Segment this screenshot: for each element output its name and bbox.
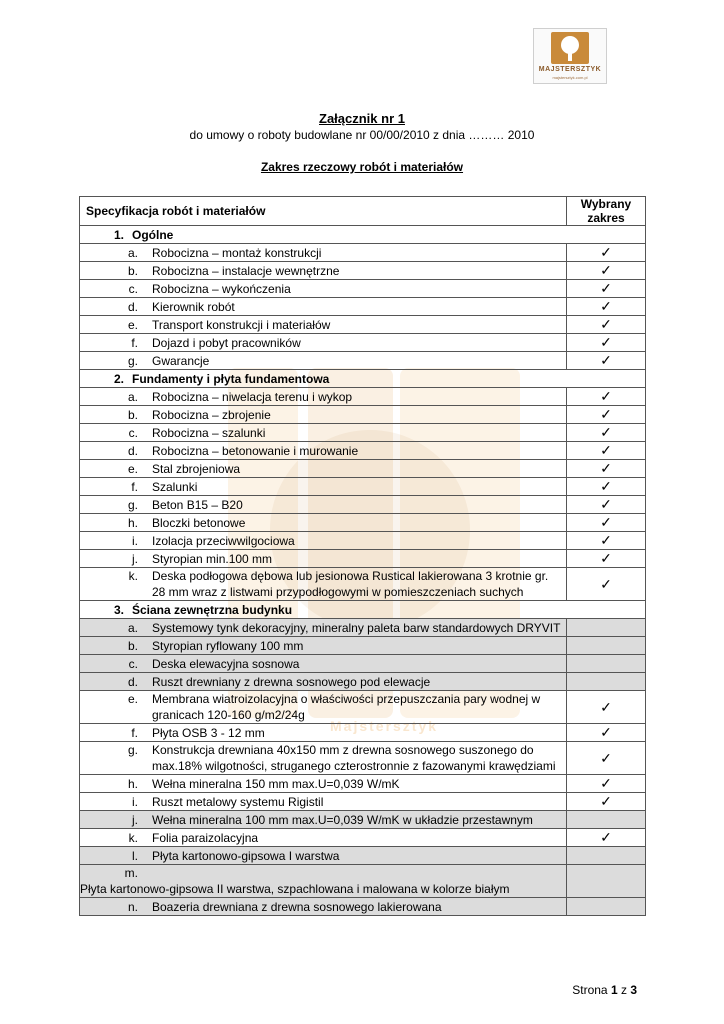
item-letter: i. (132, 794, 138, 809)
checkmark-icon: ✓ (600, 775, 612, 791)
selected-cell (567, 829, 646, 847)
item-text: Systemowy tynk dekoracyjny, mineralny paleta barw standardowych DRYVIT (152, 620, 561, 635)
item-cell (80, 811, 567, 829)
item-text: Ruszt drewniany z drewna sosnowego pod elewacje (152, 674, 431, 689)
item-text: Robocizna – instalacje wewnętrzne (152, 263, 340, 278)
item-text: Transport konstrukcji i materiałów (152, 317, 331, 332)
company-logo (533, 28, 607, 84)
item-letter: i. (132, 533, 138, 548)
item-text: Płyta kartonowo-gipsowa II warstwa, szpachlowana i malowana w kolorze białym (80, 882, 510, 896)
checkmark-icon: ✓ (600, 532, 612, 548)
item-letter: d. (127, 299, 138, 314)
table-row (80, 898, 646, 916)
section-cell (80, 370, 646, 388)
item-cell (80, 829, 567, 847)
table-row (80, 691, 646, 724)
item-text: Izolacja przeciwwilgociowa (152, 533, 295, 548)
checkmark-icon: ✓ (600, 478, 612, 494)
table-row (80, 334, 646, 352)
item-cell (80, 724, 567, 742)
item-text: Dojazd i pobyt pracowników (152, 335, 301, 350)
selected-cell (567, 424, 646, 442)
col-header-specification: Specyfikacja robót i materiałów (80, 197, 567, 226)
checkmark-icon: ✓ (600, 262, 612, 278)
item-text: Gwarancje (152, 353, 210, 368)
checkmark-icon: ✓ (600, 388, 612, 404)
item-letter: g. (127, 743, 138, 757)
item-letter: a. (127, 245, 138, 260)
selected-cell (567, 742, 646, 775)
table-row (80, 316, 646, 334)
item-text: Beton B15 – B20 (152, 497, 243, 512)
item-text: Robocizna – betonowanie i murowanie (152, 443, 359, 458)
col-header-selected (567, 197, 646, 226)
item-text: Robocizna – montaż konstrukcji (152, 245, 322, 260)
item-cell (80, 424, 567, 442)
selected-cell (567, 478, 646, 496)
section-title: Ogólne (132, 227, 174, 242)
item-cell (80, 865, 567, 898)
item-letter: g. (127, 353, 138, 368)
item-letter: f. (131, 725, 138, 740)
item-letter: c. (128, 656, 138, 671)
item-letter: a. (127, 620, 138, 635)
item-cell (80, 388, 567, 406)
checkmark-icon: ✓ (600, 793, 612, 809)
section-title: Fundamenty i płyta fundamentowa (132, 371, 330, 386)
watermark-text: Majstersztyk (330, 718, 439, 734)
selected-cell (567, 316, 646, 334)
item-text: Płyta OSB 3 - 12 mm (152, 725, 265, 740)
item-text: Styropian ryflowany 100 mm (152, 638, 304, 653)
item-cell (80, 316, 567, 334)
selected-cell (567, 406, 646, 424)
checkmark-icon: ✓ (600, 575, 612, 592)
section-title: Ściana zewnętrzna budynku (132, 602, 293, 617)
table-row (80, 514, 646, 532)
item-cell (80, 496, 567, 514)
footer-current-page: 1 (610, 983, 618, 997)
item-text: Robocizna – wykończenia (152, 281, 291, 296)
table-row (80, 550, 646, 568)
table-row (80, 865, 646, 898)
selected-cell (567, 298, 646, 316)
item-text: Bloczki betonowe (152, 515, 246, 530)
item-letter: h. (127, 515, 138, 530)
item-cell (80, 280, 567, 298)
item-text: Stal zbrojeniowa (152, 461, 241, 476)
logo-subtitle: majstersztyk.com.pl (552, 75, 588, 80)
selected-cell (567, 691, 646, 724)
table-row (80, 742, 646, 775)
table-header-row (80, 197, 646, 226)
item-text: Styropian min.100 mm (152, 551, 273, 566)
selected-cell (567, 865, 646, 898)
selected-cell (567, 532, 646, 550)
table-row (80, 388, 646, 406)
table-row (80, 829, 646, 847)
logo-name: MAJSTERSZTYK (538, 66, 602, 73)
item-letter: l. (132, 848, 138, 863)
item-letter: d. (127, 443, 138, 458)
checkmark-icon: ✓ (600, 460, 612, 476)
item-cell (80, 460, 567, 478)
item-text: Boazeria drewniana z drewna sosnowego lakierowana (152, 899, 442, 914)
selected-cell (567, 460, 646, 478)
specification-table (79, 196, 646, 916)
selected-cell (567, 262, 646, 280)
table-row (80, 724, 646, 742)
table-row (80, 298, 646, 316)
section-number: 2. (113, 371, 124, 386)
item-letter: n. (127, 899, 138, 914)
item-cell (80, 334, 567, 352)
selected-cell (567, 514, 646, 532)
section-row (80, 370, 646, 388)
selected-cell (567, 673, 646, 691)
section-number: 1. (113, 227, 124, 242)
item-letter: k. (128, 830, 138, 845)
item-letter: j. (132, 551, 138, 566)
item-letter: e. (127, 317, 138, 332)
selected-cell (567, 550, 646, 568)
selected-cell (567, 724, 646, 742)
item-cell (80, 898, 567, 916)
item-cell (80, 619, 567, 637)
item-text: Szalunki (152, 479, 198, 494)
checkmark-icon: ✓ (600, 442, 612, 458)
item-cell (80, 478, 567, 496)
checkmark-icon: ✓ (600, 316, 612, 332)
table-row (80, 847, 646, 865)
table-row (80, 244, 646, 262)
table-row (80, 478, 646, 496)
item-cell (80, 352, 567, 370)
table-row (80, 655, 646, 673)
section-heading: Zakres rzeczowy robót i materiałów (260, 160, 464, 174)
checkmark-icon: ✓ (600, 280, 612, 296)
selected-cell (567, 898, 646, 916)
item-text: Płyta kartonowo-gipsowa I warstwa (152, 848, 340, 863)
selected-cell (567, 775, 646, 793)
table-row (80, 424, 646, 442)
item-cell (80, 442, 567, 460)
col-header-selected-line2: zakres (587, 211, 625, 225)
item-cell (80, 673, 567, 691)
col-header-selected-line1: Wybrany (580, 197, 632, 211)
selected-cell (567, 280, 646, 298)
item-text: Robocizna – szalunki (152, 425, 266, 440)
item-cell (80, 262, 567, 280)
item-cell (80, 637, 567, 655)
selected-cell (567, 811, 646, 829)
item-cell (80, 298, 567, 316)
selected-cell (567, 847, 646, 865)
checkmark-icon: ✓ (600, 749, 612, 766)
item-text: Membrana wiatroizolacyjna o właściwości przepuszczania pary wodnej w granicach 120-160 g/m2/24g (152, 692, 541, 722)
item-cell (80, 532, 567, 550)
section-number: 3. (113, 602, 124, 617)
table-row (80, 352, 646, 370)
selected-cell (567, 388, 646, 406)
page-footer (572, 983, 637, 997)
selected-cell (567, 496, 646, 514)
section-row (80, 601, 646, 619)
section-cell (80, 601, 646, 619)
selected-cell (567, 568, 646, 601)
item-cell (80, 244, 567, 262)
item-cell (80, 514, 567, 532)
item-letter: e. (127, 692, 138, 706)
item-cell (80, 691, 567, 724)
table-row (80, 442, 646, 460)
selected-cell (567, 244, 646, 262)
item-text: Wełna mineralna 150 mm max.U=0,039 W/mK (152, 776, 400, 791)
item-cell (80, 406, 567, 424)
item-letter: m. (124, 866, 138, 880)
item-letter: g. (127, 497, 138, 512)
item-text: Deska podłogowa dębowa lub jesionowa Rustical lakierowana 3 krotnie gr. 28 mm wraz z listwami przypodłogowymi w pomieszczeniach suchych (152, 569, 549, 599)
item-text: Folia paraizolacyjna (152, 830, 259, 845)
document-title: Załącznik nr 1 (319, 111, 405, 126)
item-cell (80, 655, 567, 673)
table-row (80, 673, 646, 691)
selected-cell (567, 655, 646, 673)
selected-cell (567, 334, 646, 352)
table-row (80, 775, 646, 793)
checkmark-icon: ✓ (600, 496, 612, 512)
item-text: Konstrukcja drewniana 40x150 mm z drewna sosnowego suszonego do max.18% wilgotności, struganego czterostronnie z fazowanymi krawędziami (152, 743, 556, 773)
table-row (80, 637, 646, 655)
checkmark-icon: ✓ (600, 550, 612, 566)
item-letter: b. (127, 407, 138, 422)
item-letter: b. (127, 638, 138, 653)
table-row (80, 496, 646, 514)
table-row (80, 811, 646, 829)
item-letter: k. (128, 569, 138, 583)
item-cell (80, 793, 567, 811)
logo-icon (551, 32, 589, 64)
checkmark-icon: ✓ (600, 514, 612, 530)
footer-total-pages: 3 (630, 983, 637, 997)
selected-cell (567, 637, 646, 655)
item-letter: d. (127, 674, 138, 689)
selected-cell (567, 793, 646, 811)
item-cell (80, 550, 567, 568)
item-text: Robocizna – niwelacja terenu i wykop (152, 389, 353, 404)
table-row (80, 460, 646, 478)
section-cell (80, 226, 646, 244)
checkmark-icon: ✓ (600, 829, 612, 845)
item-cell (80, 568, 567, 601)
selected-cell (567, 619, 646, 637)
table-row (80, 619, 646, 637)
table-row (80, 280, 646, 298)
checkmark-icon: ✓ (600, 352, 612, 368)
table-row (80, 406, 646, 424)
table-row (80, 793, 646, 811)
selected-cell (567, 442, 646, 460)
footer-prefix: Strona (572, 983, 608, 997)
checkmark-icon: ✓ (600, 298, 612, 314)
checkmark-icon: ✓ (600, 724, 612, 740)
item-text: Wełna mineralna 100 mm max.U=0,039 W/mK w układzie przestawnym (152, 812, 533, 827)
checkmark-icon: ✓ (600, 424, 612, 440)
checkmark-icon: ✓ (600, 406, 612, 422)
item-cell (80, 742, 567, 775)
item-cell (80, 847, 567, 865)
table-row (80, 262, 646, 280)
checkmark-icon: ✓ (600, 334, 612, 350)
item-letter: e. (127, 461, 138, 476)
document-subtitle: do umowy o roboty budowlane nr 00/00/2010 z dnia ……… 2010 (189, 128, 535, 142)
item-letter: c. (128, 425, 138, 440)
item-letter: f. (131, 335, 138, 350)
table-row (80, 568, 646, 601)
item-text: Kierownik robót (152, 299, 235, 314)
item-text: Robocizna – zbrojenie (152, 407, 271, 422)
section-row (80, 226, 646, 244)
item-cell (80, 775, 567, 793)
checkmark-icon: ✓ (600, 244, 612, 260)
item-letter: h. (127, 776, 138, 791)
selected-cell (567, 352, 646, 370)
item-letter: c. (128, 281, 138, 296)
item-letter: a. (127, 389, 138, 404)
footer-separator: z (620, 983, 627, 997)
checkmark-icon: ✓ (600, 698, 612, 715)
table-row (80, 532, 646, 550)
item-text: Deska elewacyjna sosnowa (152, 656, 300, 671)
item-letter: b. (127, 263, 138, 278)
item-letter: j. (132, 812, 138, 827)
item-text: Ruszt metalowy systemu Rigistil (152, 794, 324, 809)
item-letter: f. (131, 479, 138, 494)
